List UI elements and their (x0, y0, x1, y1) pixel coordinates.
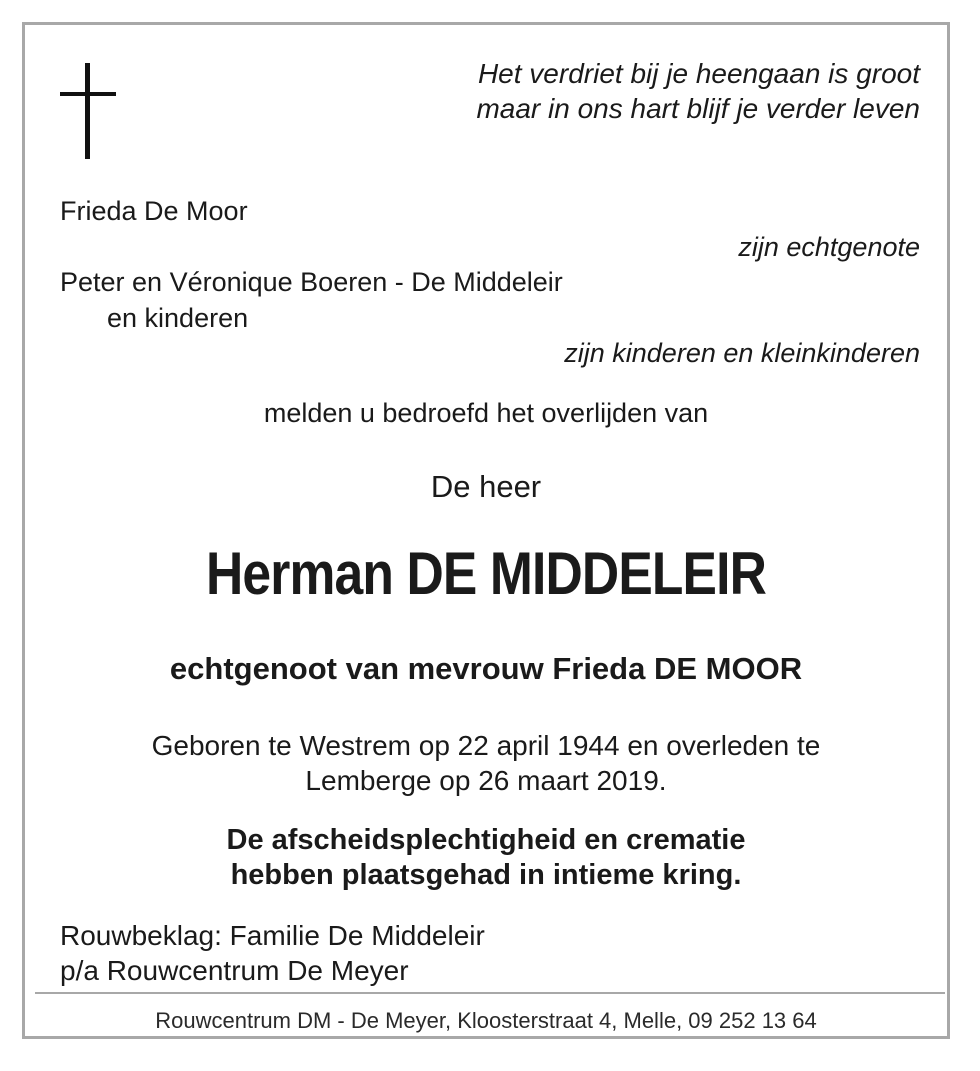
announcement: melden u bedroefd het overlijden van (263, 398, 709, 428)
life-line-1: Geboren te Westrem op 22 april 1944 en overleden te (151, 730, 821, 761)
life-dates (25, 728, 947, 798)
footer-divider (35, 992, 945, 994)
life-line-2: Lemberge op 26 maart 2019. (305, 765, 667, 796)
quote-line-1: Het verdriet bij je heengaan is groot (477, 58, 920, 89)
condolence-line-2: p/a Rouwcentrum De Meyer (60, 955, 409, 986)
children-names: Peter en Véronique Boeren - De Middeleir (60, 267, 563, 297)
deceased-name-wrap (25, 539, 947, 608)
children-role: zijn kinderen en kleinkinderen (564, 338, 920, 368)
footer-address: Rouwcentrum DM - De Meyer, Kloosterstraat 4, Melle, 09 252 13 64 (155, 1008, 817, 1033)
spouse-name: Frieda De Moor (60, 196, 248, 226)
honorific: De heer (430, 469, 542, 504)
ceremony-line-1: De afscheidsplechtigheid en crematie (226, 824, 746, 856)
deceased-name: Herman DE MIDDELEIR (206, 540, 766, 607)
quote-line-2: maar in ons hart blijf je verder leven (476, 93, 920, 124)
ceremony-notice (25, 823, 947, 893)
obituary-frame (22, 22, 950, 1039)
spouse-line: echtgenoot van mevrouw Frieda DE MOOR (169, 651, 803, 686)
cross-icon (60, 63, 116, 159)
quote (476, 56, 920, 126)
children-suffix: en kinderen (107, 303, 249, 333)
condolence-line-1: Rouwbeklag: Familie De Middeleir (60, 920, 485, 951)
condolence (60, 918, 485, 988)
spouse-role: zijn echtgenote (738, 232, 920, 262)
ceremony-line-2: hebben plaatsgehad in intieme kring. (230, 859, 742, 891)
